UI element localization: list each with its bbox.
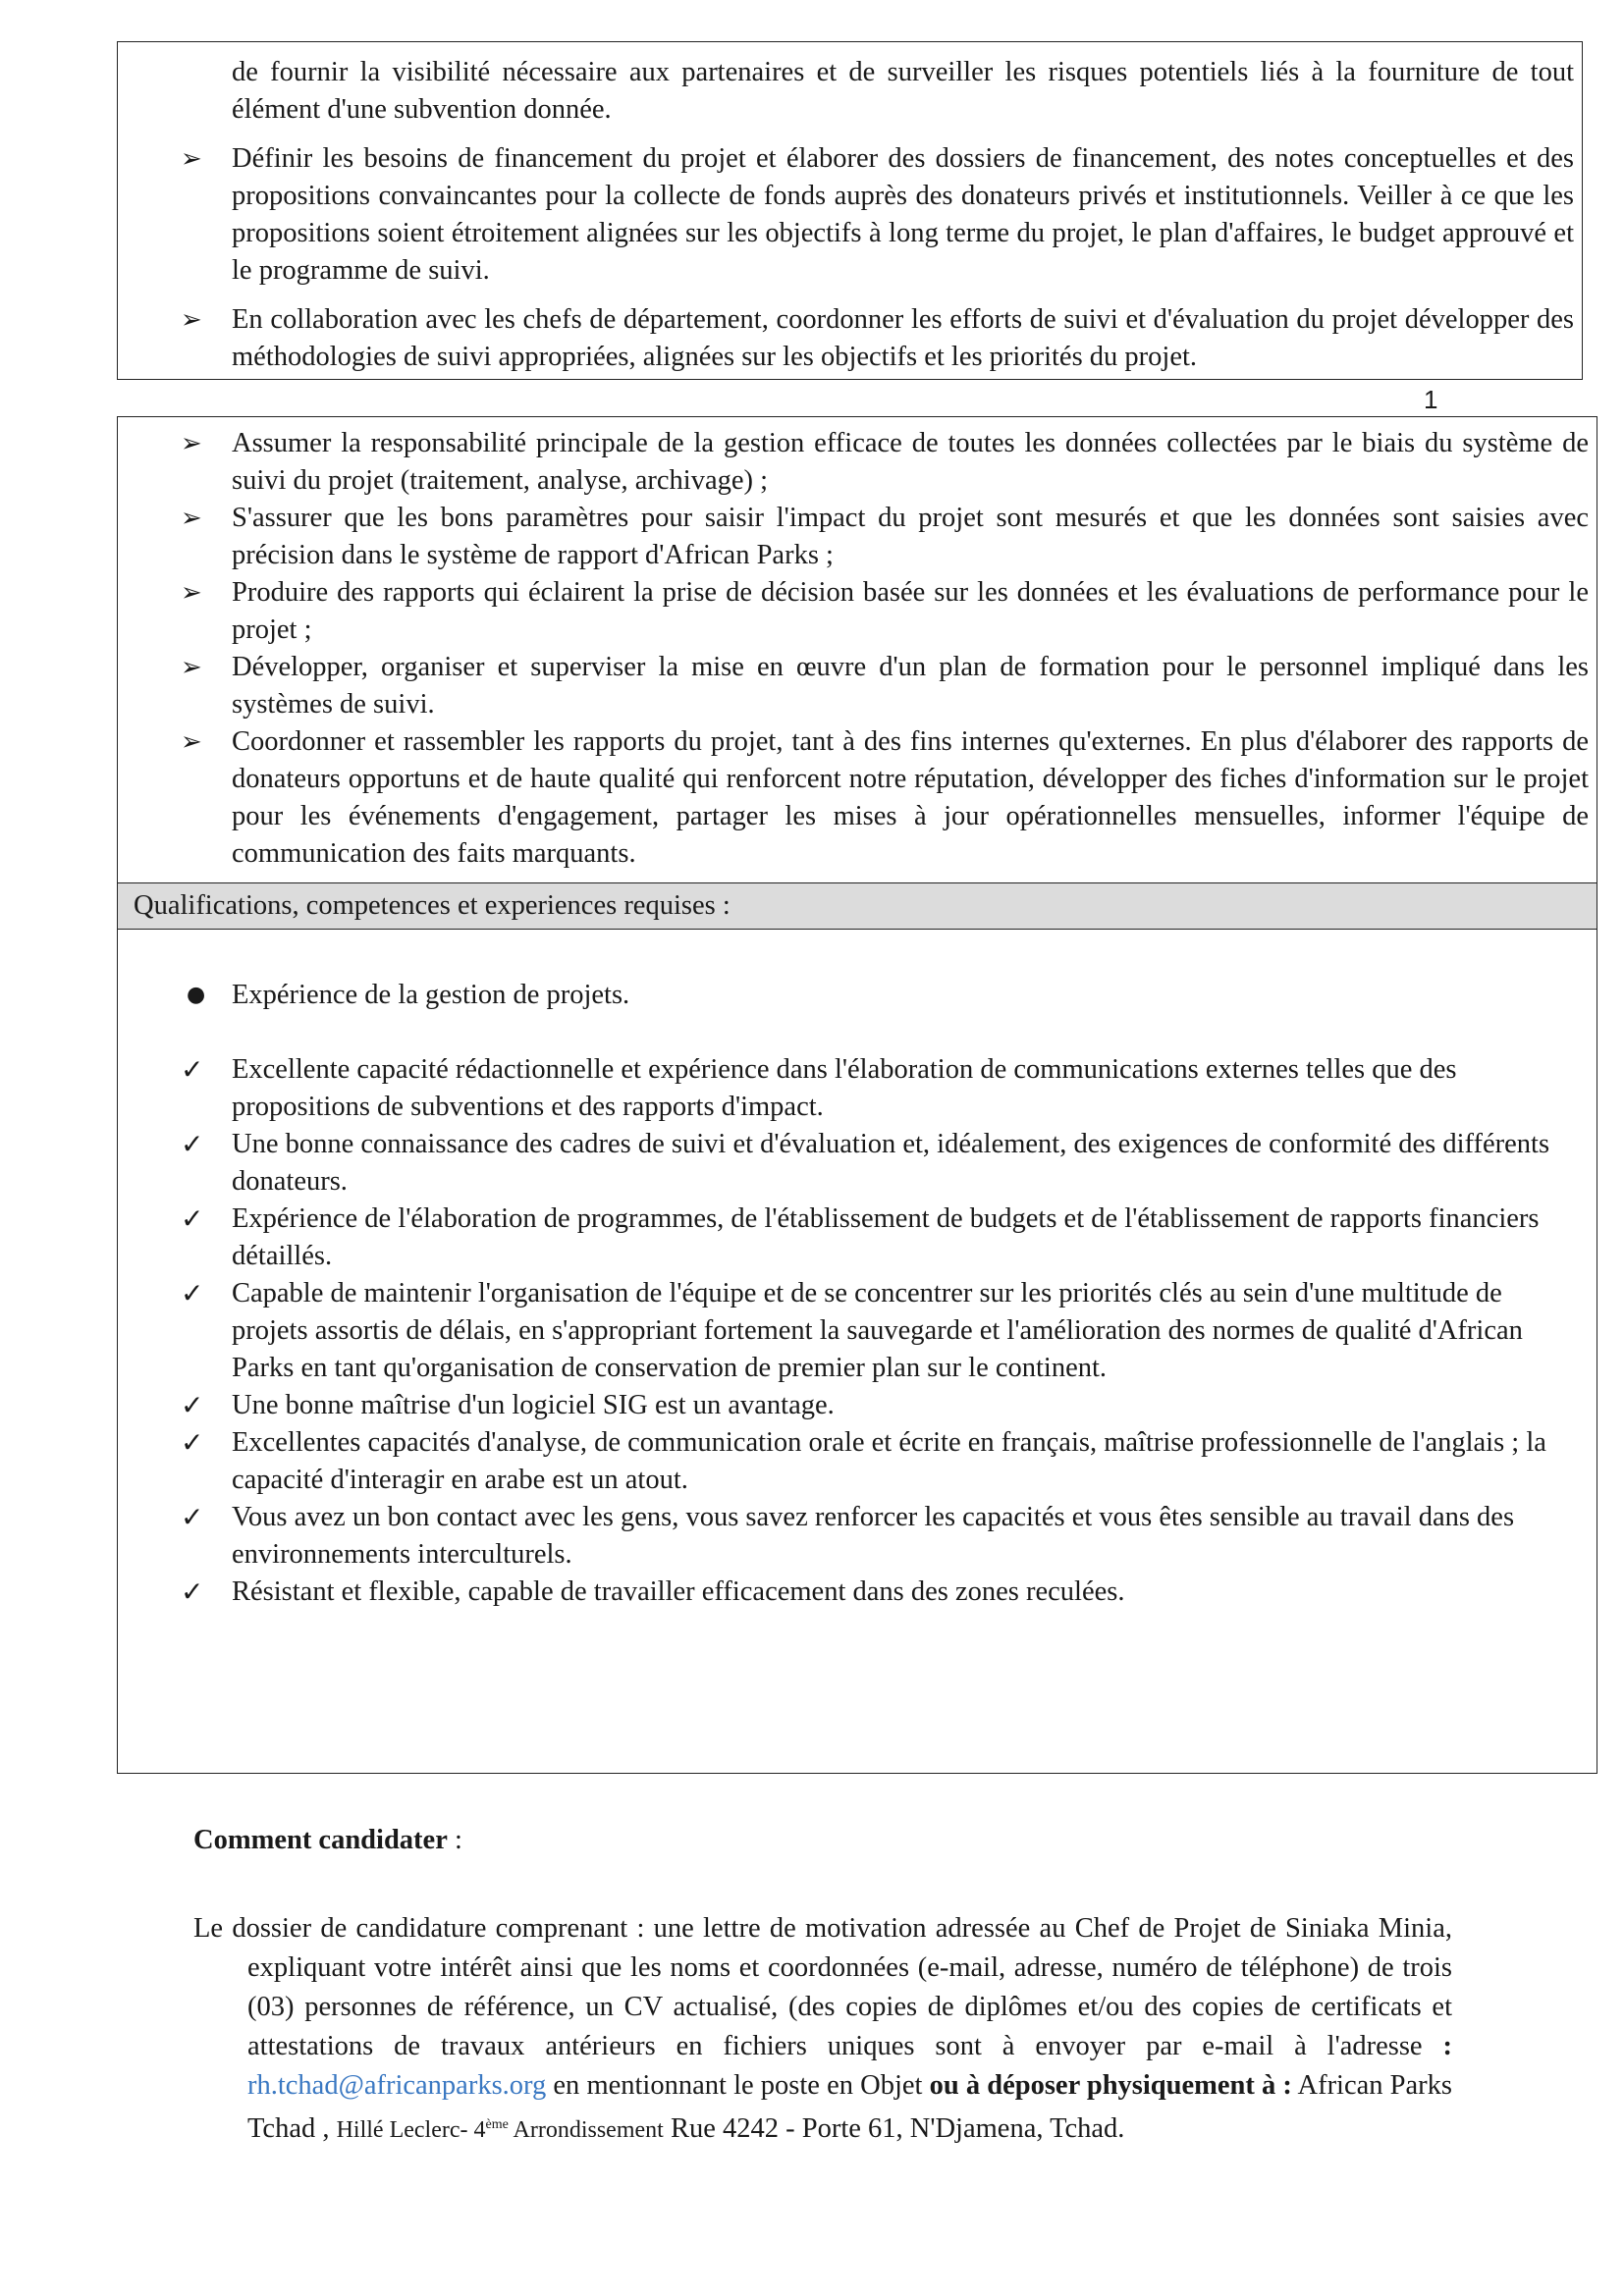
list-item	[118, 574, 1597, 649]
check-icon: ✓	[181, 1053, 204, 1086]
how-to-apply-section	[193, 1821, 1452, 2150]
list-item-text: Une bonne maîtrise d'un logiciel SIG est un avantage.	[232, 1390, 835, 1420]
dot-bullet-icon: ●	[187, 983, 206, 1007]
arrow-bullet-icon: ➢	[181, 653, 202, 682]
list-item	[118, 1051, 1597, 1126]
list-item-text: Excellentes capacités d'analyse, de communication orale et écrite en français, maîtrise professionnelle de l'anglais ; la capacité d'interagir en arabe est un atout.	[232, 1427, 1546, 1495]
arrow-bullet-icon: ➢	[181, 429, 202, 458]
check-icon: ✓	[181, 1277, 204, 1309]
arrow-bullet-icon: ➢	[181, 305, 202, 335]
address-district-text: Hillé Leclerc- 4	[336, 2117, 486, 2143]
list-item	[118, 1574, 1597, 1611]
list-item-text: Coordonner et rassembler les rapports du projet, tant à des fins internes qu'externes. En plus d'élaborer des rapports de donateurs opportuns et de haute qualité qui renforcent notre réputation, développer des fiches d'information sur le projet pour les événements d'engagement, partager les mises à jour opérationnelles mensuelles, informer l'équipe de communication des faits marquants.	[232, 726, 1589, 869]
instructions-text-3: African Parks Tchad ,	[247, 2070, 1452, 2144]
qualifications-list	[118, 977, 1597, 1611]
list-item	[118, 500, 1597, 574]
how-to-apply-heading-text: Comment candidater	[193, 1825, 448, 1855]
responsibilities-list-bottom	[118, 425, 1597, 873]
list-item-text: S'assurer que les bons paramètres pour saisir l'impact du projet sont mesurés et que les données sont saisies avec précision dans le système de rapport d'African Parks ;	[232, 503, 1589, 570]
check-icon: ✓	[181, 1128, 204, 1160]
responsibilities-box-bottom	[117, 416, 1597, 1774]
email-link[interactable]: rh.tchad@africanparks.org	[247, 2070, 547, 2101]
list-item	[118, 1275, 1597, 1387]
continuation-text-content: de fournir la visibilité nécessaire aux partenaires et de surveiller les risques potentiels liés à la fourniture de tout élément d'une subvention donnée.	[232, 57, 1574, 125]
arrow-bullet-icon: ➢	[181, 727, 202, 757]
responsibilities-list-top	[118, 140, 1582, 376]
qualifications-section	[118, 977, 1597, 1611]
heading-colon: :	[447, 1825, 462, 1855]
qualifications-header: Qualifications, competences et experiences requises :	[118, 882, 1597, 930]
list-item	[118, 1201, 1597, 1275]
instructions-text-2: en mentionnant le poste en Objet	[546, 2070, 930, 2101]
address-superscript: ème	[485, 2117, 509, 2132]
page-number: 1	[1424, 385, 1438, 414]
list-item-text: Excellente capacité rédactionnelle et expérience dans l'élaboration de communications externes telles que des propositions de subventions et des rapports d'impact.	[232, 1054, 1457, 1122]
list-item-text: Expérience de l'élaboration de programmes, de l'établissement de budgets et de l'établissement de rapports financiers détaillés.	[232, 1203, 1540, 1271]
list-item-text: Vous avez un bon contact avec les gens, vous savez renforcer les capacités et vous êtes sensible au travail dans des environnements interculturels.	[232, 1502, 1515, 1570]
list-item-text: Expérience de la gestion de projets.	[232, 980, 630, 1010]
list-item	[118, 649, 1597, 723]
address-district	[337, 2117, 664, 2143]
check-icon: ✓	[181, 1389, 204, 1421]
instructions-colon: :	[1442, 2031, 1452, 2061]
list-item-text: Résistant et flexible, capable de travailler efficacement dans des zones reculées.	[232, 1576, 1125, 1607]
list-item	[118, 425, 1597, 500]
arrow-bullet-icon: ➢	[181, 144, 202, 174]
responsibilities-box-top	[117, 41, 1583, 380]
list-item-text: Développer, organiser et superviser la mise en œuvre d'un plan de formation pour le personnel impliqué dans les systèmes de suivi.	[232, 652, 1589, 720]
application-instructions	[193, 1909, 1452, 2150]
arrow-bullet-icon: ➢	[181, 504, 202, 533]
list-item	[118, 1424, 1597, 1499]
list-item-text: Une bonne connaissance des cadres de suivi et d'évaluation et, idéalement, des exigences de conformité des différents donateurs.	[232, 1129, 1550, 1197]
list-item	[118, 723, 1597, 873]
list-item-text: En collaboration avec les chefs de département, coordonner les efforts de suivi et d'évaluation du projet développer des méthodologies de suivi appropriées, alignées sur les objectifs et les priorités du projet.	[232, 304, 1574, 372]
list-item	[118, 1126, 1597, 1201]
instructions-text-4: Rue 4242 - Porte 61, N'Djamena, Tchad.	[663, 2113, 1125, 2144]
check-icon: ✓	[181, 1501, 204, 1533]
list-item-text: Assumer la responsabilité principale de la gestion efficace de toutes les données collectées par le biais du système de suivi du projet (traitement, analyse, archivage) ;	[232, 428, 1589, 496]
list-item-text: Produire des rapports qui éclairent la prise de décision basée sur les données et les évaluations de performance pour le projet ;	[232, 577, 1589, 645]
arrow-bullet-icon: ➢	[181, 578, 202, 608]
instructions-text-1: Le dossier de candidature comprenant : une lettre de motivation adressée au Chef de Projet de Siniaka Minia, expliquant votre intérêt ainsi que les noms et coordonnées (e-mail, adresse, numéro de téléphone) de trois (03) personnes de référence, un CV actualisé, (des copies de diplômes et/ou des copies de certificats et attestations de travaux antérieurs en fichiers uniques sont à envoyer par e-mail à l'adresse	[193, 1913, 1452, 2061]
continuation-text	[118, 54, 1582, 129]
check-icon: ✓	[181, 1202, 204, 1235]
check-icon: ✓	[181, 1426, 204, 1459]
list-item	[118, 1387, 1597, 1424]
list-item	[118, 977, 1597, 1014]
how-to-apply-heading	[193, 1821, 1452, 1860]
list-item	[118, 140, 1582, 290]
instructions-deposit: ou à déposer physiquement à :	[929, 2070, 1292, 2101]
list-item-text: Définir les besoins de financement du projet et élaborer des dossiers de financement, des notes conceptuelles et des propositions convaincantes pour la collecte de fonds auprès des donateurs privés et institutionnels. Veiller à ce que les propositions soient étroitement alignées sur les objectifs à long terme du projet, le plan d'affaires, le budget approuvé et le programme de suivi.	[232, 143, 1574, 286]
list-item	[118, 301, 1582, 376]
address-district-suffix: Arrondissement	[508, 2117, 664, 2143]
check-icon: ✓	[181, 1575, 204, 1608]
list-item-text: Capable de maintenir l'organisation de l'équipe et de se concentrer sur les priorités clés au sein d'une multitude de projets assortis de délais, en s'appropriant fortement la sauvegarde et l'amélioration des normes de qualité d'African Parks en tant qu'organisation de conservation de premier plan sur le continent.	[232, 1278, 1523, 1383]
list-item	[118, 1499, 1597, 1574]
